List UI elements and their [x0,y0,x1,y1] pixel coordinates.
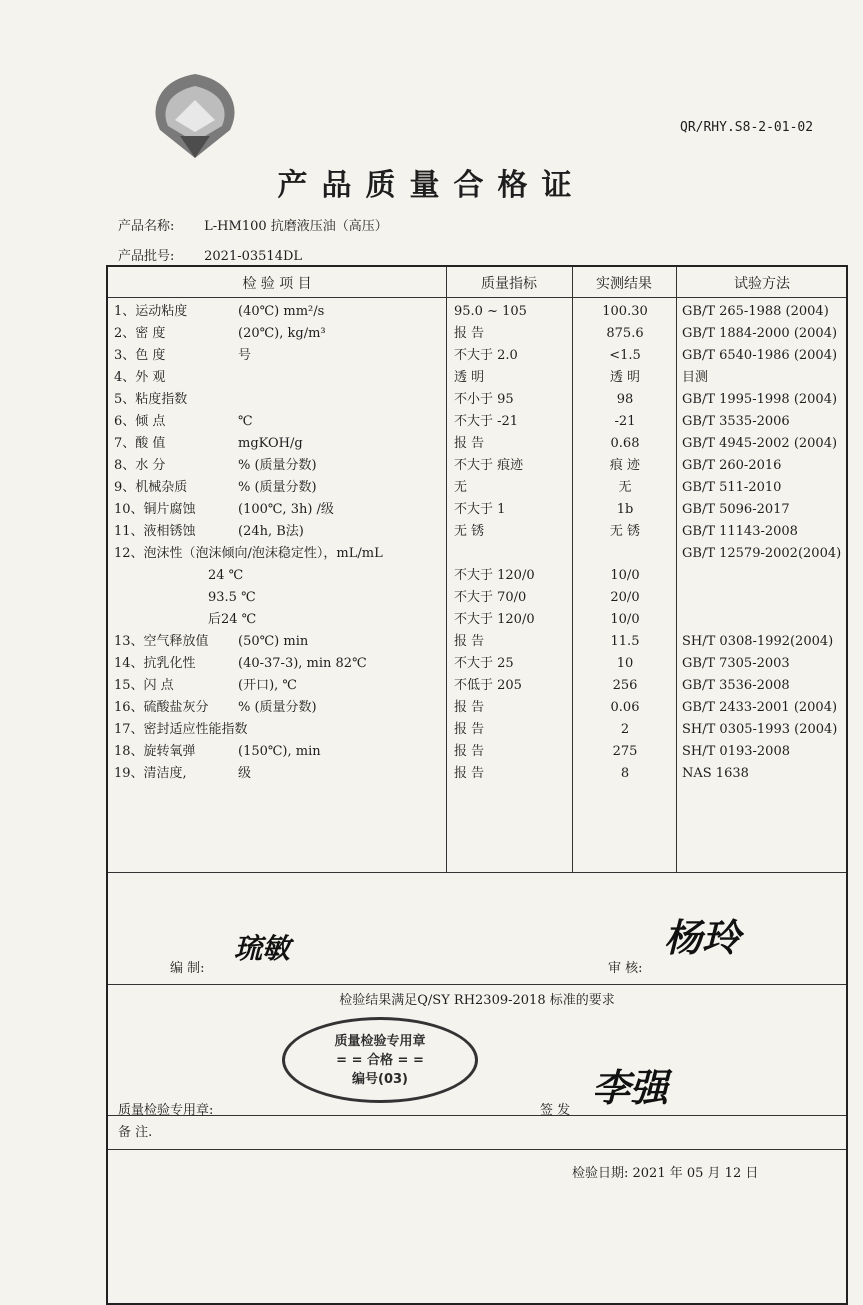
product-name-value: L-HM100 抗磨液压油（高压） [204,219,388,234]
item-condition: 级 [238,766,252,781]
table-row [108,587,846,609]
table-row [108,433,846,455]
item-name: 1、运动粘度 [114,304,188,319]
item-name: 9、机械杂质 [114,480,188,495]
item-condition: % (质量分数) [238,480,317,495]
item-name: 2、密 度 [114,326,166,341]
compiler-signature: 琉敏 [234,932,291,965]
table-row [108,499,846,521]
test-method: GB/T 1884-2000 (2004) [682,326,838,341]
item-condition: 号 [238,348,252,363]
quality-spec: 无 锈 [454,524,485,539]
remarks-label: 备 注. [118,1125,153,1140]
test-method: GB/T 1995-1998 (2004) [682,392,838,407]
inspection-date: 检验日期: 2021 年 05 月 12 日 [572,1166,759,1181]
test-method: GB/T 260-2016 [682,458,782,473]
item-name: 4、外 观 [114,370,166,385]
test-method: GB/T 12579-2002(2004) [682,546,842,561]
measured-result: 8 [620,766,630,781]
quality-spec: 报 告 [454,766,485,781]
divider [108,984,846,985]
measured-result: 透 明 [609,370,641,385]
table-row [108,389,846,411]
item-name: 8、水 分 [114,458,166,473]
header-item: 检 验 项 目 [242,276,312,292]
test-method: GB/T 265-1988 (2004) [682,304,829,319]
item-condition: % (质量分数) [238,700,317,715]
test-method: GB/T 4945-2002 (2004) [682,436,838,451]
divider [108,1115,846,1116]
item-name: 6、倾 点 [114,414,166,429]
item-name: 93.5 ℃ [208,590,256,605]
quality-spec: 报 告 [454,722,485,737]
item-condition: (24h, B法) [238,524,304,539]
table-row [108,477,846,499]
test-method: 目测 [682,370,709,385]
divider [108,872,846,873]
item-name: 10、铜片腐蚀 [114,502,196,517]
test-method: SH/T 0193-2008 [682,744,790,759]
quality-spec: 报 告 [454,700,485,715]
test-method: GB/T 5096-2017 [682,502,790,517]
table-row [108,631,846,653]
item-name: 24 ℃ [208,568,244,583]
header-spec: 质量指标 [481,276,537,292]
measured-result: 10/0 [610,612,640,627]
test-method: GB/T 511-2010 [682,480,782,495]
document-code: QR/RHY.S8-2-01-02 [680,120,814,135]
company-logo [150,70,240,160]
reviewer-label: 审 核: [608,961,643,976]
table-row [108,323,846,345]
table-row [108,411,846,433]
divider [108,297,846,298]
table-row [108,653,846,675]
issuer-label: 签 发 [540,1103,571,1118]
stamp-line-2: = = 合格 = = [336,1053,424,1068]
quality-spec: 无 [454,480,468,495]
measured-result: 0.68 [610,436,640,451]
quality-stamp [282,1017,478,1103]
stamp-line-1: 质量检验专用章 [334,1034,426,1049]
measured-result: 无 [618,480,632,495]
quality-spec: 不大于 1 [454,502,506,517]
item-name: 19、清洁度, [114,766,187,781]
item-name: 18、旋转氧弹 [114,744,196,759]
test-method: SH/T 0308-1992(2004) [682,634,834,649]
table-row [108,763,846,785]
table-row [108,367,846,389]
measured-result: 0.06 [610,700,640,715]
measured-result: 20/0 [610,590,640,605]
item-condition: (50℃) min [238,634,309,649]
test-method: GB/T 11143-2008 [682,524,798,539]
quality-spec: 95.0 ~ 105 [454,304,527,319]
compiler-label: 编 制: [170,961,205,976]
item-condition: % (质量分数) [238,458,317,473]
measured-result: 10/0 [610,568,640,583]
item-name: 11、液相锈蚀 [114,524,196,539]
table-row [108,301,846,323]
table-row [108,697,846,719]
measured-result: 275 [612,744,638,759]
item-condition: ℃ [238,414,253,429]
header-result: 实测结果 [596,276,652,292]
item-condition: (20℃), kg/m³ [238,326,326,341]
measured-result: <1.5 [609,348,641,363]
product-batch-label: 产品批号: [118,249,175,264]
table-row [108,455,846,477]
test-method: GB/T 6540-1986 (2004) [682,348,838,363]
quality-spec: 报 告 [454,326,485,341]
item-name: 12、泡沫性（泡沫倾向/泡沫稳定性），mL/mL [114,546,383,561]
item-name: 7、酸 值 [114,436,166,451]
page-title: 产品质量合格证 [277,168,586,203]
measured-result: 256 [612,678,638,693]
quality-spec: 不大于 -21 [454,414,519,429]
header-method: 试验方法 [734,276,790,292]
measured-result: 98 [616,392,634,407]
table-row [108,543,846,565]
item-condition: (100℃, 3h) /级 [238,502,334,517]
test-method: GB/T 2433-2001 (2004) [682,700,838,715]
table-row [108,741,846,763]
table-row [108,345,846,367]
table-row [108,719,846,741]
item-condition: (开口), ℃ [238,678,297,693]
measured-result: 2 [620,722,630,737]
quality-spec: 报 告 [454,436,485,451]
item-name: 14、抗乳化性 [114,656,196,671]
quality-spec: 不大于 120/0 [454,612,535,627]
item-condition: mgKOH/g [238,436,303,451]
item-condition: (150℃), min [238,744,321,759]
quality-spec: 不大于 25 [454,656,514,671]
quality-spec: 透 明 [454,370,485,385]
reviewer-signature: 杨玲 [664,916,741,960]
item-name: 15、闪 点 [114,678,174,693]
quality-spec: 不大于 2.0 [454,348,518,363]
measured-result: 痕 迹 [609,458,641,473]
product-batch-value: 2021-03514DL [204,249,303,264]
item-name: 16、硫酸盐灰分 [114,700,209,715]
issuer-signature: 李强 [592,1066,669,1110]
test-method: NAS 1638 [682,766,749,781]
item-condition: (40℃) mm²/s [238,304,325,319]
table-row [108,675,846,697]
quality-spec: 不大于 痕迹 [454,458,524,473]
measured-result: 11.5 [610,634,640,649]
test-method: GB/T 3536-2008 [682,678,790,693]
measured-result: 100.30 [602,304,648,319]
table-row [108,521,846,543]
table-row [108,609,846,631]
table-row [108,565,846,587]
item-condition: (40-37-3), min 82℃ [238,656,367,671]
measured-result: 875.6 [606,326,644,341]
item-name: 5、粘度指数 [114,392,188,407]
stamp-label: 质量检验专用章: [118,1103,214,1118]
test-method: GB/T 3535-2006 [682,414,790,429]
item-name: 3、色 度 [114,348,166,363]
measured-result: 无 锈 [609,524,641,539]
product-name [118,215,388,234]
product-name-label: 产品名称: [118,219,175,234]
quality-spec: 报 告 [454,634,485,649]
divider [108,1149,846,1150]
measured-result: -21 [614,414,636,429]
product-batch [118,245,302,264]
test-method: GB/T 7305-2003 [682,656,790,671]
item-name: 17、密封适应性能指数 [114,722,248,737]
quality-spec: 不大于 120/0 [454,568,535,583]
quality-table [106,265,848,1305]
quality-spec: 不小于 95 [454,392,514,407]
measured-result: 10 [616,656,634,671]
item-name: 后24 ℃ [208,612,257,627]
item-name: 13、空气释放值 [114,634,209,649]
conclusion-text: 检验结果满足Q/SY RH2309-2018 标准的要求 [339,993,615,1008]
quality-spec: 报 告 [454,744,485,759]
measured-result: 1b [616,502,634,517]
quality-spec: 不大于 70/0 [454,590,527,605]
test-method: SH/T 0305-1993 (2004) [682,722,838,737]
stamp-line-3: 编号(03) [352,1072,408,1087]
quality-spec: 不低于 205 [454,678,522,693]
